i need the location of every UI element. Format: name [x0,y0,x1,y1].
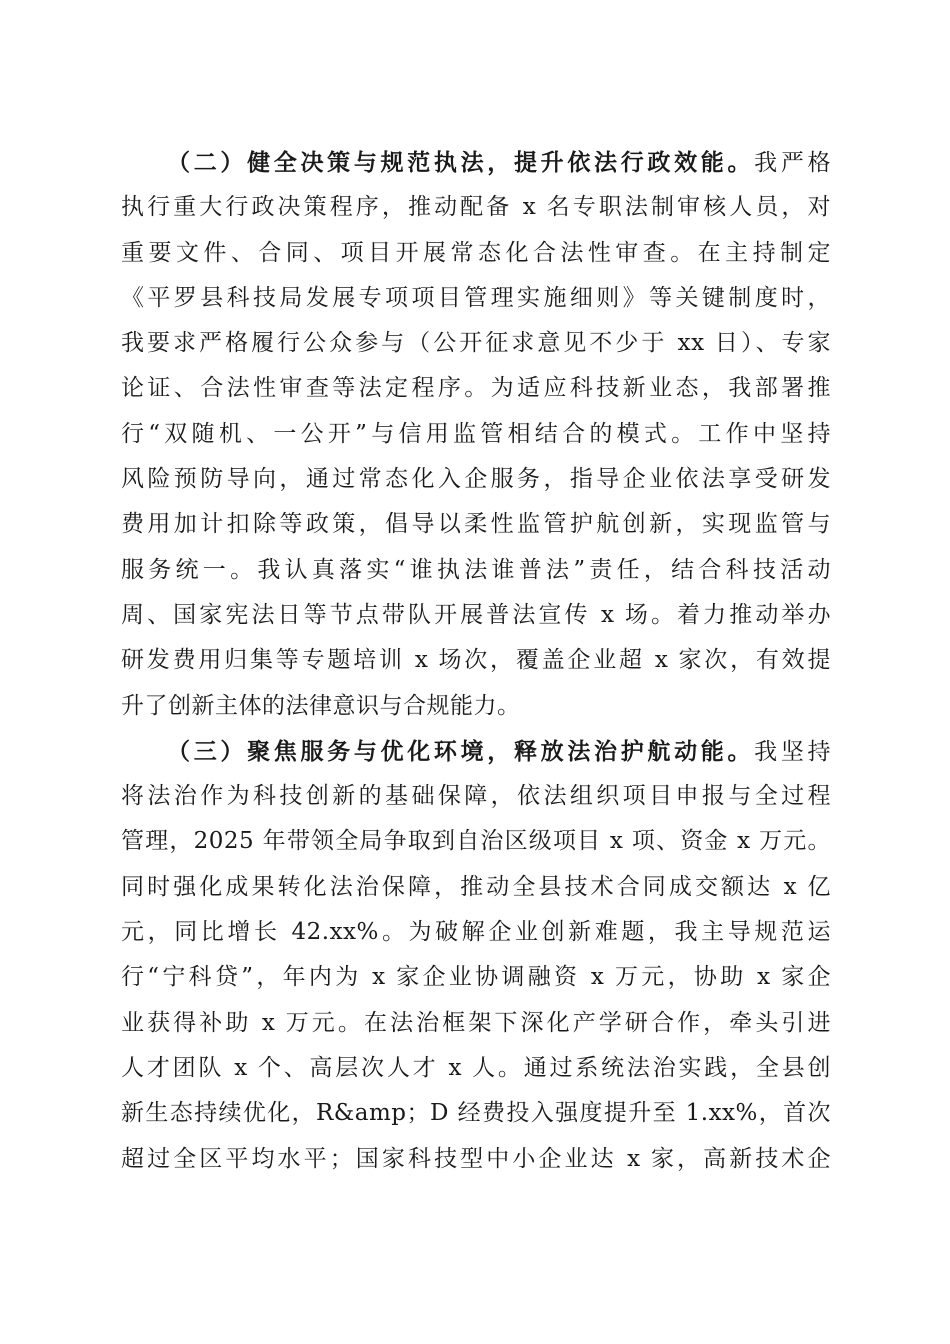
section-heading: （二）健全决策与规范执法，提升依法行政效能。 [167,149,755,176]
text-line: 业获得补助 x 万元。在法治框架下深化产学研合作，牵头引进 [121,1009,831,1036]
text-line: 《平罗县科技局发展专项项目管理实施细则》等关键制度时， [121,284,831,311]
text-line: 我坚持 [754,738,831,765]
text-line: 升了创新主体的法律意识与合规能力。 [121,692,521,719]
text-line: 执行重大行政决策程序，推动配备 x 名专职法制审核人员，对 [121,194,831,221]
text-line: 行“双随机、一公开”与信用监管相结合的模式。工作中坚持 [121,420,831,447]
paragraph-section-2 [121,140,831,729]
text-line: 我严格 [754,150,831,176]
section-heading: （三）聚焦服务与优化环境，释放法治护航动能。 [167,737,755,765]
text-line: 服务统一。我认真落实“谁执法谁普法”责任，结合科技活动 [121,556,831,583]
text-line: 风险预防导向，通过常态化入企服务，指导企业依法享受研发 [121,466,831,493]
paragraph-first-line [121,140,831,185]
text-line: 人才团队 x 个、高层次人才 x 人。通过系统法治实践，全县创 [121,1054,831,1081]
text-line: 我要求严格履行公众参与（公开征求意见不少于 xx 日）、专家 [121,330,831,357]
paragraph-first-line [121,729,831,774]
text-line: 新生态持续优化，R&amp；D 经费投入强度提升至 1.xx%，首次 [121,1100,831,1127]
text-line: 超过全区平均水平；国家科技型中小企业达 x 家，高新技术企 [121,1145,831,1172]
text-line: 将法治作为科技创新的基础保障，依法组织项目申报与全过程 [121,783,831,810]
text-line: 元，同比增长 42.xx%。为破解企业创新难题，我主导规范运 [121,919,831,946]
text-line: 重要文件、合同、项目开展常态化合法性审查。在主持制定 [121,239,831,266]
text-line: 管理，2025 年带领全局争取到自治区级项目 x 项、资金 x 万元。 [121,828,831,855]
text-line: 论证、合法性审查等法定程序。为适应科技新业态，我部署推 [121,375,831,402]
text-line: 周、国家宪法日等节点带队开展普法宣传 x 场。着力推动举办 [121,601,831,628]
text-line: 同时强化成果转化法治保障，推动全县技术合同成交额达 x 亿 [121,873,831,900]
paragraph-section-3 [121,729,831,1182]
text-line: 研发费用归集等专题培训 x 场次，覆盖企业超 x 家次，有效提 [121,647,831,674]
text-line: 行“宁科贷”，年内为 x 家企业协调融资 x 万元，协助 x 家企 [121,964,831,991]
text-line: 费用加计扣除等政策，倡导以柔性监管护航创新，实现监管与 [121,511,831,538]
document-body [121,140,831,1182]
